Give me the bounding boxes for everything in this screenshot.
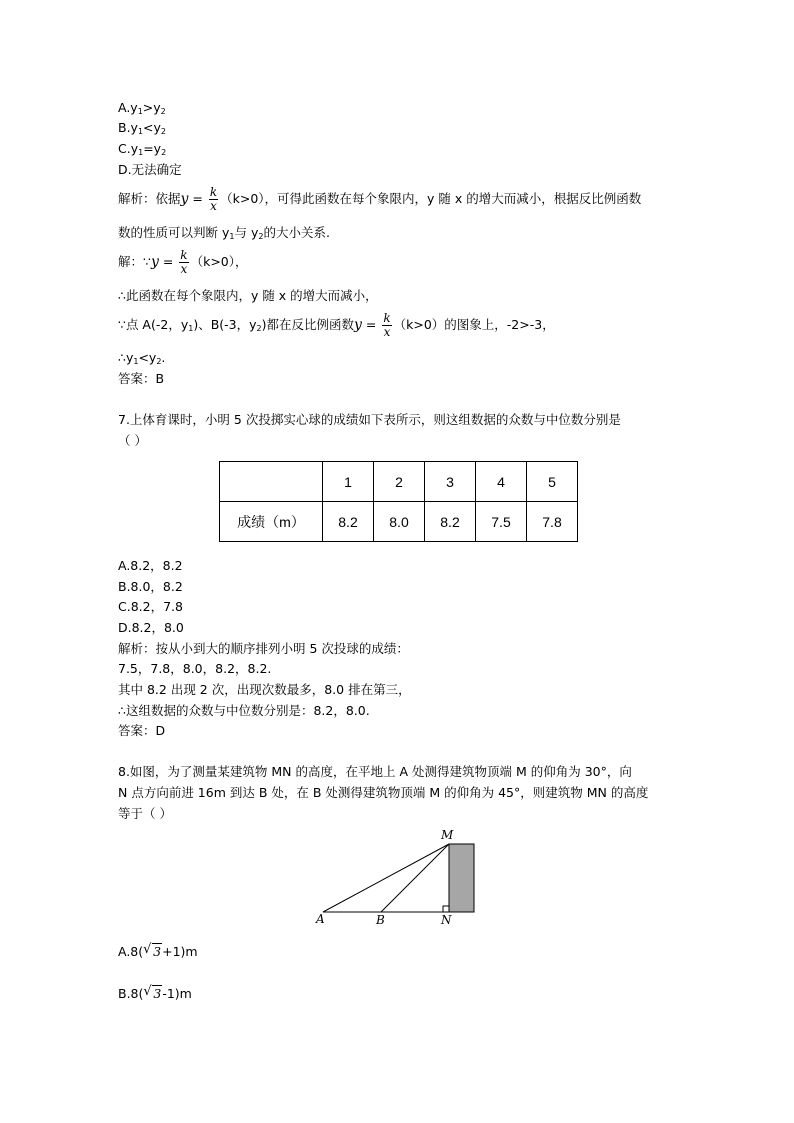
q7-option-d: D.8.2，8.0 bbox=[118, 620, 184, 635]
q7-option-c: C.8.2，7.8 bbox=[118, 599, 183, 614]
table-cell: 7.8 bbox=[527, 502, 578, 542]
q7-answer: 答案：D bbox=[118, 723, 166, 738]
q6-solution-line2: ∴此函数在每个象限内，y 随 x 的增大而减小， bbox=[118, 288, 378, 303]
table-row bbox=[220, 502, 578, 542]
table-cell: 8.0 bbox=[374, 502, 425, 542]
q6-solution-line3: ∵点 A(-2，$y_1$)、B(-3，$y_2$)都在反比例函数y = $\frac{k}{x}$ （k>0）的图象上，-2>-3， bbox=[118, 311, 555, 339]
sqrt-3: √ 3 bbox=[143, 942, 162, 959]
q7-option-a: A.8.2，8.2 bbox=[118, 558, 183, 573]
sqrt-3: √ 3 bbox=[143, 984, 162, 1001]
line-am bbox=[323, 844, 449, 912]
line-bm bbox=[381, 844, 449, 912]
fraction-k-over-x: $\frac{k}{x}$ bbox=[180, 248, 188, 276]
right-angle-mark bbox=[443, 906, 449, 912]
q7-option-b: B.8.0，8.2 bbox=[118, 579, 183, 594]
q6-solution-line4: $\therefore y_1<y_2$. bbox=[118, 350, 166, 366]
q6-option-b: $B.y_1<y_2$ bbox=[118, 120, 167, 136]
q7-analysis-line1: 解析：按从小到大的顺序排列小明 5 次投球的成绩： bbox=[118, 641, 409, 656]
table-header-cell: 1 bbox=[323, 462, 374, 502]
table-corner-cell bbox=[220, 462, 323, 502]
table-row-label: 成绩（m） bbox=[220, 502, 323, 542]
table-cell: 7.5 bbox=[476, 502, 527, 542]
q7-analysis-line3: 其中 8.2 出现 2 次，出现次数最多，8.0 排在第三， bbox=[118, 682, 411, 697]
q6-option-a: $A.y_1>y_2$ bbox=[118, 100, 166, 116]
label-a: A bbox=[316, 912, 325, 926]
table-header-cell: 3 bbox=[425, 462, 476, 502]
table-header-cell: 2 bbox=[374, 462, 425, 502]
q7-score-table bbox=[219, 461, 578, 542]
label-b: B bbox=[376, 913, 385, 927]
table-cell: 8.2 bbox=[323, 502, 374, 542]
q8-stem-line2: N 点方向前进 16m 到达 B 处，在 B 处测得建筑物顶端 M 的仰角为 45°，则建筑物 MN 的高度 bbox=[118, 785, 649, 800]
fraction-k-over-x: $\frac{k}{x}$ bbox=[209, 185, 218, 213]
q6-option-d: D.无法确定 bbox=[118, 162, 182, 177]
q7-stem-line1: 7.上体育课时，小明 5 次投掷实心球的成绩如下表所示，则这组数据的众数与中位数分别是 bbox=[118, 412, 621, 427]
q6-analysis-line1: 解析：依据y = $\frac{k}{x}$ （k>0），可得此函数在每个象限内，y 随 x 的增大而减小，根据反比例函数 bbox=[118, 185, 642, 213]
table-header-cell: 4 bbox=[476, 462, 527, 502]
q7-stem-line2: （ ） bbox=[118, 433, 147, 448]
table-header-cell: 5 bbox=[527, 462, 578, 502]
q8-stem-line1: 8.如图，为了测量某建筑物 MN 的高度，在平地上 A 处测得建筑物顶端 M 的仰角为 30°，向 bbox=[118, 764, 632, 779]
building-rect bbox=[449, 844, 474, 912]
q7-analysis-line4: ∴这组数据的众数与中位数分别是：8.2，8.0. bbox=[118, 703, 370, 718]
q8-stem-line3: 等于（ ） bbox=[118, 806, 172, 821]
q7-analysis-line2: 7.5，7.8，8.0，8.2，8.2. bbox=[118, 661, 272, 676]
q6-analysis-line2: 数的性质可以判断 $y_1$与 $y_2$的大小关系. bbox=[118, 225, 330, 241]
q6-answer: 答案：B bbox=[118, 371, 165, 386]
q8-geometry-figure bbox=[310, 825, 490, 930]
label-m: M bbox=[441, 828, 454, 842]
q6-option-c: $C.y_1=y_2$ bbox=[118, 141, 167, 157]
fraction-k-over-x: $\frac{k}{x}$ bbox=[383, 311, 391, 339]
table-header-row bbox=[220, 462, 578, 502]
label-n: N bbox=[441, 913, 452, 927]
q8-option-a: A.8( √ 3+1)m bbox=[118, 942, 198, 962]
q8-option-b: B.8( √ 3-1)m bbox=[118, 984, 192, 1004]
table-cell: 8.2 bbox=[425, 502, 476, 542]
q6-solution-line1: 解：∵y = $\frac{k}{x}$ （k>0）， bbox=[118, 248, 248, 276]
